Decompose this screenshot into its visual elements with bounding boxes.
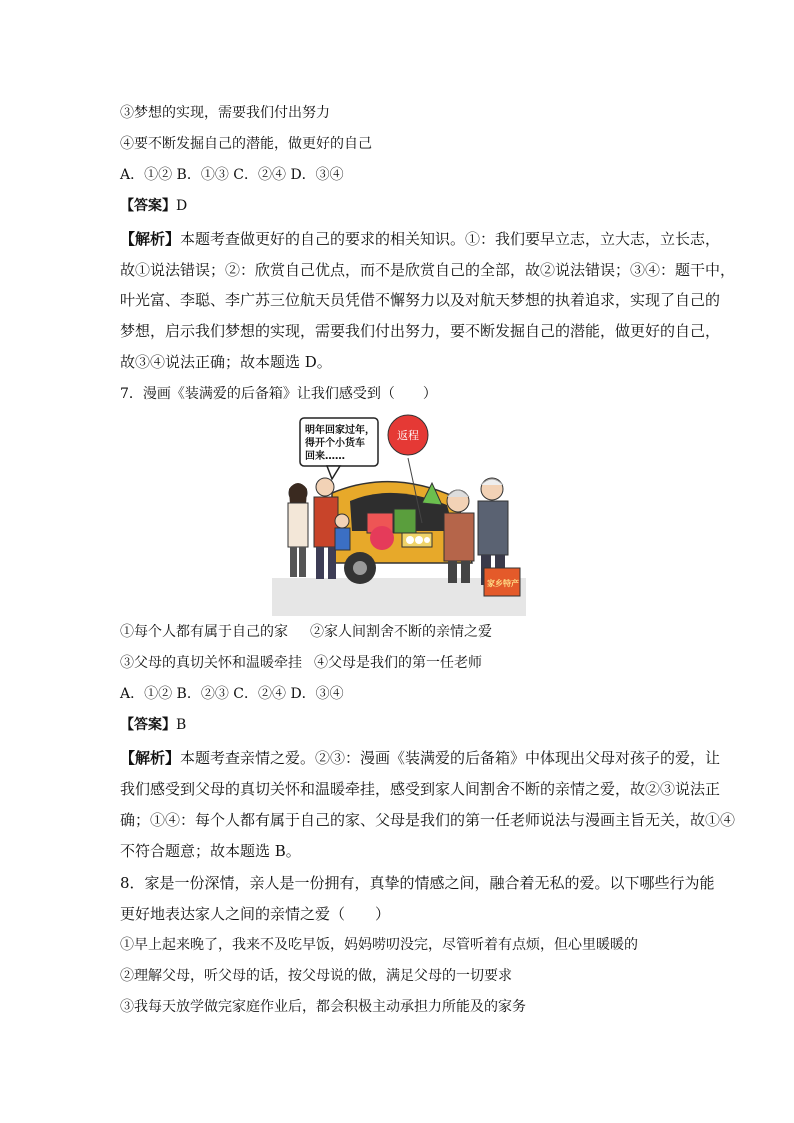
analysis-tag: 【解析】 (120, 230, 181, 248)
q6-answer (120, 196, 187, 216)
bubble-line-3: 回来…… (305, 451, 345, 462)
q7-option-1: ①每个人都有属于自己的家 (120, 624, 288, 640)
analysis-tag: 【解析】 (120, 749, 181, 767)
q6-analysis-line-2: 故①说法错误；②：欣赏自己优点，而不是欣赏自己的全部，故②说法错误；③④：题干中， (120, 261, 736, 279)
q7-analysis-line-1: 【解析】本题考查亲情之爱。②③：漫画《装满爱的后备箱》中体现出父母对孩子的爱，让 (120, 749, 721, 767)
q6-analysis-line-1: 【解析】本题考查做更好的自己的要求的相关知识。①：我们要早立志，立大志，立长志， (120, 230, 721, 248)
q6-analysis-line-3: 叶光富、李聪、李广苏三位航天员凭借不懈努力以及对航天梦想的执着追求，实现了自己的 (120, 291, 721, 309)
q7-analysis-line-3: 确；①④：每个人都有属于自己的家、父母是我们的第一任老师说法与漫画主旨无关，故①④ (120, 811, 736, 829)
q7-options-row-1 (120, 622, 492, 642)
q6-analysis-line-5: 故③④说法正确；故本题选 D。 (120, 353, 332, 371)
q8-option-3: ③我每天放学做完家庭作业后，都会积极主动承担力所能及的家务 (120, 999, 526, 1015)
box-label: 家乡特产 (487, 579, 519, 588)
q7-stem: 7．漫画《装满爱的后备箱》让我们感受到（ ） (120, 386, 437, 402)
q6-option-3: ③梦想的实现，需要我们付出努力 (120, 105, 330, 121)
q8-stem-line-1: 8．家是一份深情，亲人是一份拥有，真挚的情感之间，融合着无私的爱。以下哪些行为能 (120, 874, 715, 892)
balloon-label: 返程 (397, 429, 419, 442)
q7-option-2: ②家人间割舍不断的亲情之爱 (310, 624, 492, 640)
answer-value: D (176, 198, 188, 214)
q7-answer (120, 715, 186, 735)
q7-options-row-2 (120, 653, 482, 673)
q7-analysis-line-2: 我们感受到父母的真切关怀和温暖牵挂，感受到家人间割舍不断的亲情之爱，故②③说法正 (120, 780, 721, 798)
q7-analysis-line-4: 不符合题意；故本题选 B。 (120, 842, 301, 860)
q8-option-2: ②理解父母，听父母的话，按父母说的做，满足父母的一切要求 (120, 968, 512, 984)
q6-option-4: ④要不断发掘自己的潜能，做更好的自己 (120, 136, 372, 152)
answer-tag: 【答案】 (120, 198, 176, 214)
answer-value: B (176, 717, 187, 733)
answer-tag: 【答案】 (120, 717, 176, 733)
q6-choices: A．①② B．①③ C．②④ D．③④ (120, 167, 344, 183)
q7-choices: A．①② B．②③ C．②④ D．③④ (120, 686, 344, 702)
q6-analysis-line-4: 梦想，启示我们梦想的实现，需要我们付出努力，要不断发掘自己的潜能，做更好的自己， (120, 322, 721, 340)
q8-option-1: ①早上起来晚了，我来不及吃早饭，妈妈唠叨没完，尽管听着有点烦，但心里暖暖的 (120, 937, 638, 953)
bubble-line-2: 得开个小货车 (305, 438, 365, 449)
q7-option-4: ④父母是我们的第一任老师 (314, 655, 482, 671)
q7-option-3: ③父母的真切关怀和温暖牵挂 (120, 655, 302, 671)
cartoon-trunk-full-of-love (272, 413, 526, 616)
q8-stem-line-2: 更好地表达家人之间的亲情之爱（ ） (120, 905, 391, 923)
bubble-line-1: 明年回家过年， (305, 425, 375, 436)
